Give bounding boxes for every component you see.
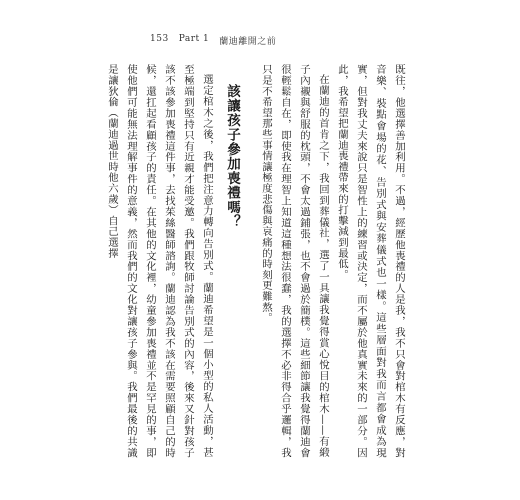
vertical-text-body bbox=[106, 64, 408, 458]
section-heading: 該讓孩子參加喪禮嗎？ bbox=[224, 84, 240, 230]
page-number: 153 bbox=[150, 34, 169, 44]
paragraph: 既往，他選擇善加利用。不過，經歷他喪禮的人是我，我不只會對棺木有反應，對音樂、裝點會場的花、告別式與安葬儀式也一樣。這些層面對我而言都會成為現實，但對我丈夫來說只是智性上的練習或決定，而不屬於他真實未來的一部分。因此，我希望把蘭迪喪禮帶來的打擊減到最低。 bbox=[336, 64, 405, 458]
part-label: Part 1 bbox=[178, 34, 210, 44]
paragraph: 在蘭迪的首肯之下，我回到葬儀社，選了一具讓我覺得賞心悅目的棺木——有緞子內襯與舒服的枕頭，不會太過鋪張，也不會過於簡樸。這些細節讓我覺得蘭迪會很輕鬆自在，即使我在理智上知道這種想法很蠢，我的選擇不必非得合乎邏輯，我只是不希望那些事情讓極度悲傷與哀痛的時刻更難熬。 bbox=[260, 64, 329, 458]
paragraph: 選定棺木之後，我們把注意力轉向告別式。蘭迪希望是一個小型的私人活動，甚至極端到堅持只有近親才能受邀。我們跟牧師討論告別式的內容，後來又針對孩子該不該參加喪禮這件事，去找茱絲醫師諮詢。蘭迪認為我不該在需要照顧自己的時候，還扛起看顧孩子的責任。在其他的文化裡，幼童參加喪禮並不是罕見的事，即使他們可能無法理解事件的意義，然而我們的文化對讓孩子參與。我們最後的共識是讓狄倫（蘭迪過世時他六歲）自己選擇 bbox=[106, 64, 213, 458]
section-title: 蘭迪離開之前 bbox=[219, 37, 277, 47]
running-header bbox=[150, 34, 276, 47]
